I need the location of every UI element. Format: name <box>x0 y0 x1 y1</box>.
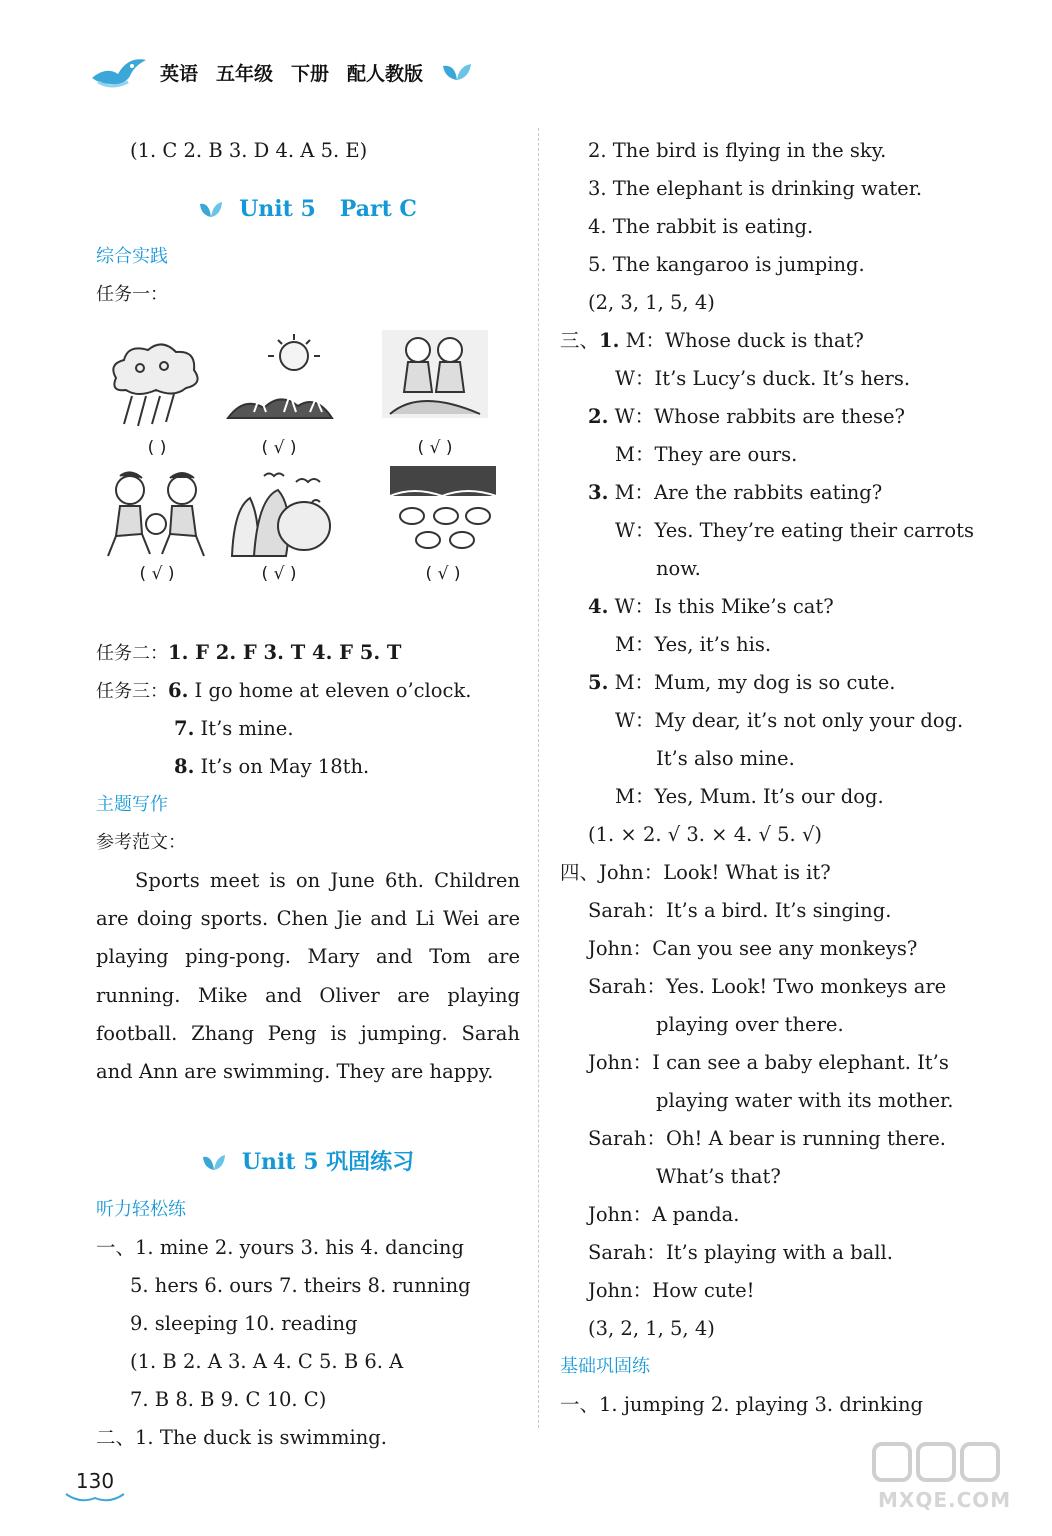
q3-label: 三、 <box>560 329 600 352</box>
q2-item-5: 5. The kangaroo is jumping. <box>588 253 865 276</box>
q3-speaker: W： <box>615 367 655 390</box>
basic-q1 <box>560 1386 985 1424</box>
q4-speaker: Sarah： <box>588 899 666 922</box>
q4-text: Oh! A bear is running there. <box>666 1127 946 1150</box>
unit5-practice-heading <box>96 1133 520 1191</box>
q3-line <box>560 626 985 664</box>
unit5c-title-a: Unit 5 <box>239 196 316 222</box>
q4-line <box>560 854 985 892</box>
q2-first-item: 1. The duck is swimming. <box>135 1426 387 1450</box>
q3-number: 2. <box>588 405 609 428</box>
q4-speaker: John： <box>588 1051 653 1074</box>
q3-line <box>560 398 985 436</box>
prev-answers: (1. C 2. B 3. D 4. A 5. E) <box>130 139 368 162</box>
leaf-decoration-icon <box>441 62 473 82</box>
q3-number: 4. <box>588 595 609 618</box>
q3-dialogues <box>560 322 985 816</box>
task1-label: 任务一： <box>96 284 168 305</box>
picture-children-playing <box>380 328 490 420</box>
unit5p-title: Unit 5 巩固练习 <box>241 1149 415 1176</box>
q2-label: 二、 <box>96 1426 136 1450</box>
q4-text: It’s a bird. It’s singing. <box>666 899 892 922</box>
answer-mark-4: ( √ ) <box>139 564 175 584</box>
q1-row-4: (1. B 2. A 3. A 4. C 5. B 6. A <box>130 1350 404 1374</box>
q4-label: 四、 <box>560 861 600 884</box>
q3-line <box>560 436 985 474</box>
section-title-listening: 听力轻松练 <box>96 1199 186 1221</box>
task3-answer-6 <box>96 672 520 710</box>
picture-rain-cloud <box>102 338 212 430</box>
task3-num-6: 6. <box>168 679 189 702</box>
q4-text: It’s playing with a ball. <box>666 1241 893 1264</box>
q1-row-1: 1. mine 2. yours 3. his 4. dancing <box>135 1236 464 1260</box>
q3-text: My dear, it’s not only your dog. <box>654 709 964 732</box>
leaf-icon <box>202 1154 226 1172</box>
q3-text: Whose rabbits are these? <box>654 405 906 428</box>
q3-speaker: W： <box>614 405 655 428</box>
q4-line <box>560 1082 985 1120</box>
unit5c-title-b: Part C <box>339 196 417 222</box>
q4-line <box>560 1006 985 1044</box>
q4-line <box>560 968 985 1006</box>
basic-q1-label: 一、 <box>560 1393 600 1416</box>
q4-text: playing over there. <box>656 1013 844 1036</box>
bird-logo-icon <box>88 52 150 92</box>
q4-speaker: Sarah： <box>588 975 666 998</box>
task2-label: 任务二： <box>96 643 168 664</box>
q4-line <box>560 892 985 930</box>
q3-text: Yes, it’s his. <box>654 633 772 656</box>
q4-line <box>560 1120 985 1158</box>
watermark <box>868 1440 1012 1512</box>
q3-speaker: M： <box>615 443 655 466</box>
q3-text: It’s also mine. <box>656 747 795 770</box>
q3-text: Yes, Mum. It’s our dog. <box>654 785 884 808</box>
q3-line <box>560 322 985 360</box>
q3-speaker: M： <box>615 633 655 656</box>
q4-speaker: John： <box>599 861 664 884</box>
column-divider <box>538 128 539 1428</box>
header-subject: 英语 <box>160 62 199 85</box>
q4-line <box>560 1272 985 1310</box>
q3-line <box>560 474 985 512</box>
q1-label: 一、 <box>96 1236 136 1260</box>
task3-text-7: It’s mine. <box>194 717 294 740</box>
q3-speaker: M： <box>625 329 666 352</box>
answer-mark-5: ( √ ) <box>261 564 297 584</box>
answer-mark-1: ( ) <box>147 438 167 458</box>
q3-text: It’s Lucy’s duck. It’s hers. <box>654 367 911 390</box>
answer-mark-3: ( √ ) <box>417 438 453 458</box>
q1-row-3: 9. sleeping 10. reading <box>130 1312 358 1336</box>
q4-text: Look! What is it? <box>663 861 831 884</box>
q4-text: What’s that? <box>656 1165 781 1188</box>
header-grade: 五年级 <box>216 62 274 85</box>
q3-speaker: W： <box>614 595 655 618</box>
q3-line <box>560 778 985 816</box>
q3-line <box>560 702 985 740</box>
q2-item-4: 4. The rabbit is eating. <box>588 215 814 238</box>
leaf-icon <box>199 201 223 219</box>
task3-label: 任务三： <box>96 681 168 702</box>
q3-text: They are ours. <box>654 443 798 466</box>
q4-line <box>560 1158 985 1196</box>
picture-birds-trees <box>224 468 334 560</box>
header-edition: 配人教版 <box>347 62 424 85</box>
q3-speaker: M： <box>614 671 655 694</box>
q4-speaker: John： <box>588 1203 653 1226</box>
q4-text: A panda. <box>652 1203 740 1226</box>
q3-number: 5. <box>588 671 609 694</box>
page-number <box>64 1466 126 1506</box>
q4-text: How cute! <box>652 1279 755 1302</box>
q3-text: Mum, my dog is so cute. <box>654 671 896 694</box>
task3-answer-8 <box>96 748 520 786</box>
q3-text: Is this Mike’s cat? <box>654 595 834 618</box>
section-title-writing: 主题写作 <box>96 794 168 815</box>
sample-essay <box>96 862 520 1091</box>
q4-speaker: John： <box>588 937 653 960</box>
q3-text: now. <box>656 557 701 580</box>
essay-text: Sports meet is on June 6th. Children are doing sports. Chen Jie and Li Wei are playing ping-pong. Mary and Tom are running. Mike and Oliver are playing football. Zhang Peng is jumping. Sarah and Ann are swimming. They are happy. <box>96 869 520 1084</box>
q3-line <box>560 664 985 702</box>
q3-number: 3. <box>588 481 609 504</box>
essay-label: 参考范文： <box>96 832 186 853</box>
q4-text: Yes. Look! Two monkeys are <box>666 975 947 998</box>
task1-pictures <box>96 318 520 634</box>
right-column <box>560 132 985 1424</box>
section-title-practice: 综合实践 <box>96 246 168 267</box>
q2-item-2: 2. The bird is flying in the sky. <box>588 139 887 162</box>
q4-speaker: Sarah： <box>588 1127 666 1150</box>
q3-number: 1. <box>599 329 620 352</box>
section-title-basic: 基础巩固练 <box>560 1356 650 1377</box>
q4-line <box>560 1196 985 1234</box>
q4-line <box>560 1044 985 1082</box>
page-number-ornament-icon <box>64 1492 126 1506</box>
q2-order: (2, 3, 1, 5, 4) <box>588 291 715 314</box>
q4-line <box>560 930 985 968</box>
q3-line <box>560 550 985 588</box>
q3-speaker: W： <box>615 519 655 542</box>
q3-text: Whose duck is that? <box>665 329 864 352</box>
q4-speaker: Sarah： <box>588 1241 666 1264</box>
task3-text-6: I go home at eleven o’clock. <box>188 679 472 702</box>
q2-item-3: 3. The elephant is drinking water. <box>588 177 923 200</box>
q3-text: Are the rabbits eating? <box>654 481 883 504</box>
task3-num-7: 7. <box>174 717 195 740</box>
picture-ducks-pond <box>388 464 498 556</box>
q4-dialogue <box>560 854 985 1310</box>
answer-mark-6: ( √ ) <box>425 564 461 584</box>
task2-answers <box>96 634 520 672</box>
task3-text-8: It’s on May 18th. <box>194 755 370 778</box>
q3-speaker: W： <box>615 709 655 732</box>
q4-text: I can see a baby elephant. It’s <box>652 1051 949 1074</box>
page-number-text: 130 <box>75 1469 115 1493</box>
watermark-url: MXQE.COM <box>878 1488 1012 1512</box>
basic-q1-items: 1. jumping 2. playing 3. drinking <box>599 1393 924 1416</box>
q3-line <box>560 588 985 626</box>
q1-row-2: 5. hers 6. ours 7. theirs 8. running <box>130 1274 471 1298</box>
listening-q2-first <box>96 1419 520 1457</box>
q3-speaker: M： <box>615 785 655 808</box>
q4-line <box>560 1234 985 1272</box>
q3-line <box>560 740 985 778</box>
q3-speaker: M： <box>614 481 655 504</box>
q3-answers: (1. × 2. √ 3. × 4. √ 5. √) <box>588 823 822 846</box>
q1-row-5: 7. B 8. B 9. C 10. C) <box>130 1388 327 1412</box>
q3-line <box>560 360 985 398</box>
left-column <box>96 132 520 1457</box>
listening-q1-row1 <box>96 1229 520 1267</box>
q4-text: playing water with its mother. <box>656 1089 954 1112</box>
q3-text: Yes. They’re eating their carrots <box>654 519 974 542</box>
q4-text: Can you see any monkeys? <box>652 937 918 960</box>
picture-boys-football <box>102 468 212 560</box>
watermark-logo-icon <box>868 1440 1008 1490</box>
picture-sunny-garden <box>224 332 334 424</box>
task2-items: 1. F 2. F 3. T 4. F 5. T <box>168 641 402 664</box>
task3-num-8: 8. <box>174 755 195 778</box>
q4-speaker: John： <box>588 1279 653 1302</box>
page-header <box>88 50 473 94</box>
header-volume: 下册 <box>291 62 330 85</box>
answer-mark-2: ( √ ) <box>261 438 297 458</box>
task3-answer-7 <box>96 710 520 748</box>
q4-order: (3, 2, 1, 5, 4) <box>588 1317 715 1340</box>
q3-line <box>560 512 985 550</box>
unit5-partc-heading <box>96 180 520 238</box>
